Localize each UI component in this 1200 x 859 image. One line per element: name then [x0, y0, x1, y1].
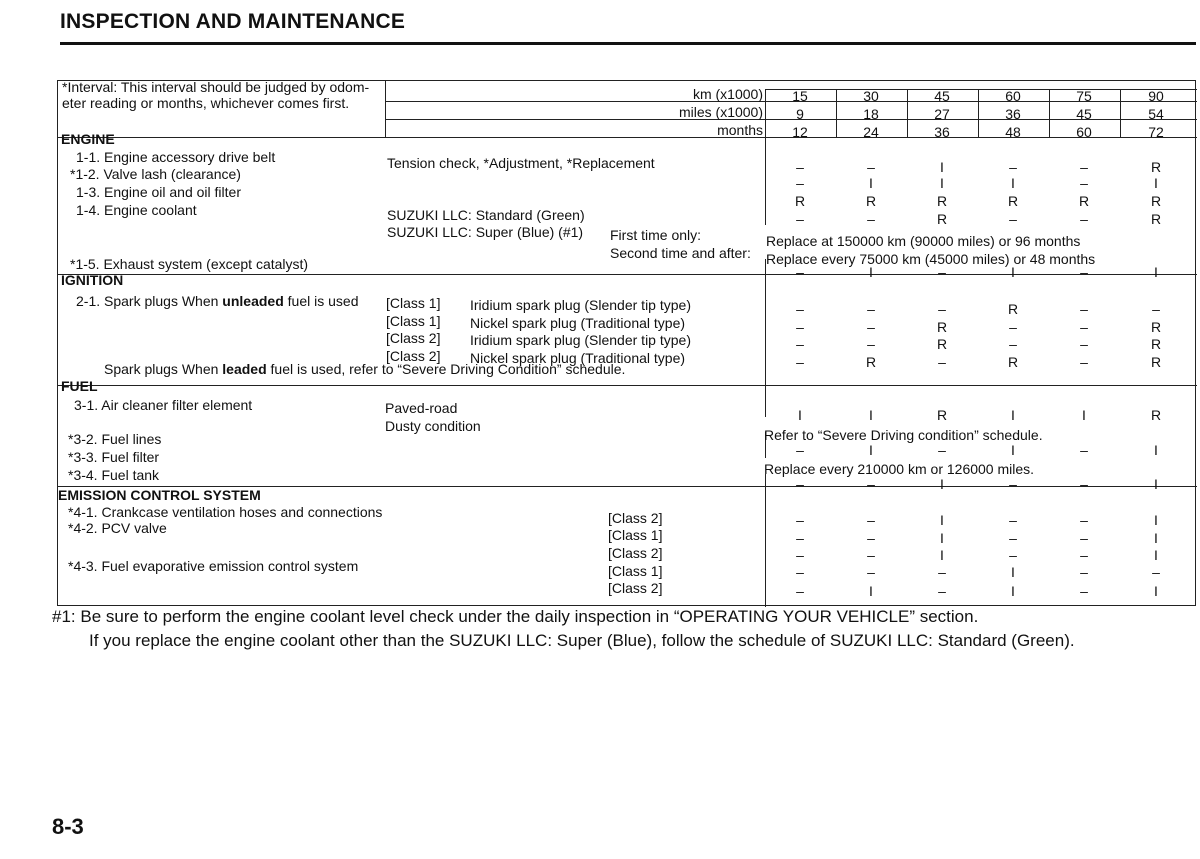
schedule-mark-em-r3: – — [1009, 547, 1017, 563]
schedule-mark-valve: I — [1154, 175, 1158, 191]
schedule-mark-oil: R — [865, 193, 877, 209]
schedule-mark-plug-r4: R — [1150, 354, 1162, 370]
em-class-r2: [Class 1] — [608, 527, 663, 543]
schedule-mark-em-r1: – — [796, 512, 804, 528]
schedule-mark-fuel-tank: – — [1009, 476, 1017, 492]
schedule-mark-em-r4: I — [1011, 564, 1015, 580]
schedule-mark-oil: R — [936, 193, 948, 209]
schedule-mark-air-paved: R — [1150, 407, 1162, 423]
paved-road: Paved-road — [385, 400, 458, 416]
schedule-mark-em-r3: – — [867, 547, 875, 563]
schedule-mark-valve: – — [796, 175, 804, 191]
plug-type-r2: Nickel spark plug (Traditional type) — [470, 315, 686, 331]
em-class-r4: [Class 1] — [608, 563, 663, 579]
schedule-mark-plug-r2: – — [867, 319, 875, 335]
header-km-value: 30 — [863, 88, 879, 104]
header-months-value: 36 — [934, 124, 950, 140]
header-months-value: 24 — [863, 124, 879, 140]
header-miles-value: 9 — [796, 106, 804, 122]
plug-class-r4: [Class 2] — [386, 348, 441, 364]
schedule-mark-air-paved: R — [936, 407, 948, 423]
schedule-mark-oil: R — [794, 193, 806, 209]
schedule-mark-valve: I — [940, 175, 944, 191]
divider — [765, 89, 1197, 90]
em-class-r1: [Class 2] — [608, 510, 663, 526]
schedule-mark-em-r3: I — [940, 547, 944, 563]
schedule-mark-coolant-std: R — [1150, 211, 1162, 227]
footnote-line-1: #1: Be sure to perform the engine coolant level check under the daily inspection in “OPERATING YOUR VEHICLE” section. — [52, 607, 979, 626]
schedule-mark-em-r4: – — [796, 564, 804, 580]
schedule-mark-plug-r2: – — [796, 319, 804, 335]
schedule-mark-fuel-lines: I — [1154, 442, 1158, 458]
schedule-mark-plug-r3: – — [1009, 336, 1017, 352]
header-km-value: 45 — [934, 88, 950, 104]
schedule-mark-em-r2: I — [1154, 530, 1158, 546]
schedule-mark-em-r5: I — [869, 583, 873, 599]
divider — [765, 89, 766, 137]
schedule-mark-fuel-tank: – — [867, 476, 875, 492]
months-label: months — [717, 122, 763, 138]
schedule-mark-fuel-tank: I — [1154, 476, 1158, 492]
schedule-mark-fuel-lines: – — [938, 442, 946, 458]
schedule-mark-fuel-tank: – — [1080, 476, 1088, 492]
item-engine-coolant: 1-4. Engine coolant — [76, 202, 197, 218]
schedule-mark-em-r3: I — [1154, 547, 1158, 563]
schedule-mark-oil: R — [1078, 193, 1090, 209]
replace-150000: Replace at 150000 km (90000 miles) or 96 months — [766, 233, 1081, 249]
schedule-mark-plug-r4: – — [938, 354, 946, 370]
schedule-mark-air-paved: I — [1082, 407, 1086, 423]
schedule-mark-coolant-std: – — [796, 211, 804, 227]
schedule-mark-em-r5: I — [1011, 583, 1015, 599]
header-km-value: 60 — [1005, 88, 1021, 104]
schedule-mark-plug-r1: R — [1007, 301, 1019, 317]
item-fuel-lines: *3-2. Fuel lines — [68, 431, 162, 447]
em-class-r5: [Class 2] — [608, 580, 663, 596]
schedule-mark-em-r2: I — [940, 530, 944, 546]
schedule-mark-plug-r3: – — [1080, 336, 1088, 352]
schedule-mark-plug-r3: – — [796, 336, 804, 352]
section-fuel: FUEL — [61, 378, 98, 394]
schedule-mark-exhaust: – — [938, 264, 946, 280]
section-emission: EMISSION CONTROL SYSTEM — [58, 487, 261, 503]
schedule-mark-coolant-std: R — [936, 211, 948, 227]
header-miles-value: 45 — [1076, 106, 1092, 122]
schedule-mark-em-r4: – — [1080, 564, 1088, 580]
schedule-mark-fuel-lines: I — [1011, 442, 1015, 458]
interval-note-line-1: *Interval: This interval should be judged by odom- — [62, 79, 370, 95]
maintenance-schedule-table — [57, 80, 1196, 606]
schedule-mark-belt: – — [1009, 159, 1017, 175]
first-time-label: First time only: — [610, 227, 702, 243]
divider — [1049, 89, 1050, 137]
schedule-mark-em-r2: – — [1009, 530, 1017, 546]
item-drive-belt: 1-1. Engine accessory drive belt — [76, 149, 276, 165]
schedule-mark-plug-r4: – — [1080, 354, 1088, 370]
schedule-mark-em-r3: – — [1080, 547, 1088, 563]
header-months-value: 72 — [1148, 124, 1164, 140]
schedule-mark-air-paved: I — [869, 407, 873, 423]
item-crankcase: *4-1. Crankcase ventilation hoses and connections — [68, 504, 383, 520]
page-title: INSPECTION AND MAINTENANCE — [60, 10, 406, 33]
schedule-mark-air-paved: I — [798, 407, 802, 423]
header-miles-value: 18 — [863, 106, 879, 122]
schedule-mark-plug-r2: R — [936, 319, 948, 335]
schedule-mark-em-r4: – — [938, 564, 946, 580]
header-months-value: 12 — [792, 124, 808, 140]
schedule-mark-plug-r2: – — [1080, 319, 1088, 335]
schedule-mark-em-r1: I — [940, 512, 944, 528]
schedule-mark-plug-r1: – — [867, 301, 875, 317]
leaded-fuel-note: Spark plugs When leaded fuel is used, refer to “Severe Driving Condition” schedule. — [104, 361, 626, 377]
interval-note-line-2: eter reading or months, whichever comes first. — [62, 95, 350, 111]
miles-label: miles (x1000) — [678, 104, 763, 120]
item-fuel-tank: *3-4. Fuel tank — [68, 467, 160, 483]
header-km-value: 90 — [1148, 88, 1164, 104]
schedule-mark-exhaust: – — [1080, 264, 1088, 280]
schedule-mark-belt: I — [940, 159, 944, 175]
schedule-mark-exhaust: – — [796, 264, 804, 280]
schedule-mark-air-paved: I — [1011, 407, 1015, 423]
schedule-mark-belt: – — [1080, 159, 1088, 175]
schedule-mark-em-r1: – — [1009, 512, 1017, 528]
schedule-mark-em-r2: – — [796, 530, 804, 546]
header-miles-value: 36 — [1005, 106, 1021, 122]
schedule-mark-plug-r1: – — [1080, 301, 1088, 317]
schedule-mark-plug-r4: – — [796, 354, 804, 370]
schedule-mark-em-r1: I — [1154, 512, 1158, 528]
item-evap: *4-3. Fuel evaporative emission control system — [68, 558, 359, 574]
header-km-value: 75 — [1076, 88, 1092, 104]
divider — [836, 89, 837, 137]
divider — [978, 89, 979, 137]
schedule-mark-plug-r1: – — [938, 301, 946, 317]
schedule-mark-fuel-lines: I — [869, 442, 873, 458]
plug-class-r3: [Class 2] — [386, 330, 441, 346]
plug-type-r3: Iridium spark plug (Slender tip type) — [470, 332, 691, 348]
schedule-mark-oil: R — [1150, 193, 1162, 209]
replace-75000: Replace every 75000 km (45000 miles) or 48 months — [766, 251, 1096, 267]
item-fuel-filter: *3-3. Fuel filter — [68, 449, 160, 465]
item-air-cleaner: 3-1. Air cleaner filter element — [74, 397, 253, 413]
second-time-label: Second time and after: — [610, 245, 751, 261]
schedule-mark-em-r2: – — [1080, 530, 1088, 546]
refer-severe: Refer to “Severe Driving condition” schedule. — [764, 427, 1043, 443]
schedule-mark-em-r5: – — [796, 583, 804, 599]
schedule-mark-plug-r1: – — [796, 301, 804, 317]
schedule-mark-valve: I — [1011, 175, 1015, 191]
schedule-mark-em-r5: I — [1154, 583, 1158, 599]
schedule-mark-valve: I — [869, 175, 873, 191]
belt-detail: Tension check, *Adjustment, *Replacement — [387, 155, 655, 171]
schedule-mark-plug-r3: R — [1150, 336, 1162, 352]
item-exhaust: *1-5. Exhaust system (except catalyst) — [70, 256, 309, 272]
plug-class-r2: [Class 1] — [386, 313, 441, 329]
item-spark-plugs: 2-1. Spark plugs When unleaded fuel is used — [76, 293, 359, 309]
schedule-mark-belt: – — [867, 159, 875, 175]
schedule-mark-fuel-tank: – — [796, 476, 804, 492]
schedule-mark-em-r5: – — [1080, 583, 1088, 599]
replace-210000: Replace every 210000 km or 126000 miles. — [764, 461, 1035, 477]
schedule-mark-coolant-std: – — [1009, 211, 1017, 227]
schedule-mark-belt: – — [796, 159, 804, 175]
dusty-condition: Dusty condition — [385, 418, 481, 434]
divider — [907, 89, 908, 137]
header-miles-value: 54 — [1148, 106, 1164, 122]
schedule-mark-belt: R — [1150, 159, 1162, 175]
schedule-mark-em-r5: – — [938, 583, 946, 599]
schedule-mark-em-r3: – — [796, 547, 804, 563]
schedule-mark-exhaust: I — [1011, 264, 1015, 280]
schedule-mark-em-r1: – — [867, 512, 875, 528]
header-km-value: 15 — [792, 88, 808, 104]
schedule-mark-exhaust: I — [1154, 264, 1158, 280]
schedule-mark-em-r4: – — [867, 564, 875, 580]
schedule-mark-plug-r1: – — [1152, 301, 1160, 317]
page-number: 8-3 — [52, 814, 84, 839]
schedule-mark-plug-r2: R — [1150, 319, 1162, 335]
schedule-mark-plug-r3: R — [936, 336, 948, 352]
schedule-mark-plug-r2: – — [1009, 319, 1017, 335]
section-engine: ENGINE — [61, 131, 115, 147]
coolant-super: SUZUKI LLC: Super (Blue) (#1) — [387, 224, 584, 240]
title-rule — [60, 42, 1196, 45]
schedule-mark-fuel-lines: – — [796, 442, 804, 458]
schedule-mark-em-r4: – — [1152, 564, 1160, 580]
coolant-standard: SUZUKI LLC: Standard (Green) — [387, 207, 585, 223]
item-engine-oil: 1-3. Engine oil and oil filter — [76, 184, 241, 200]
header-miles-value: 27 — [934, 106, 950, 122]
schedule-mark-em-r1: – — [1080, 512, 1088, 528]
schedule-mark-coolant-std: – — [867, 211, 875, 227]
plug-class-r1: [Class 1] — [386, 295, 441, 311]
schedule-mark-exhaust: I — [869, 264, 873, 280]
plug-type-r1: Iridium spark plug (Slender tip type) — [470, 297, 691, 313]
header-months-value: 60 — [1076, 124, 1092, 140]
schedule-mark-em-r2: – — [867, 530, 875, 546]
schedule-mark-fuel-lines: – — [1080, 442, 1088, 458]
schedule-mark-plug-r4: R — [1007, 354, 1019, 370]
em-class-r3: [Class 2] — [608, 545, 663, 561]
plug-type-r4: Nickel spark plug (Traditional type) — [470, 350, 686, 366]
schedule-mark-plug-r4: R — [865, 354, 877, 370]
schedule-mark-plug-r3: – — [867, 336, 875, 352]
schedule-mark-valve: – — [1080, 175, 1088, 191]
schedule-mark-fuel-tank: I — [940, 476, 944, 492]
divider — [385, 81, 386, 137]
item-valve-lash: *1-2. Valve lash (clearance) — [70, 166, 241, 182]
footnote-line-2: If you replace the engine coolant other than the SUZUKI LLC: Super (Blue), follow the schedule of SUZUKI LLC: Standard (Green). — [89, 631, 1075, 650]
item-pcv-valve: *4-2. PCV valve — [68, 520, 167, 536]
header-months-value: 48 — [1005, 124, 1021, 140]
divider — [1120, 89, 1121, 137]
schedule-mark-coolant-std: – — [1080, 211, 1088, 227]
schedule-mark-oil: R — [1007, 193, 1019, 209]
divider — [58, 385, 1197, 386]
km-label: km (x1000) — [692, 86, 763, 102]
section-ignition: IGNITION — [61, 272, 124, 288]
